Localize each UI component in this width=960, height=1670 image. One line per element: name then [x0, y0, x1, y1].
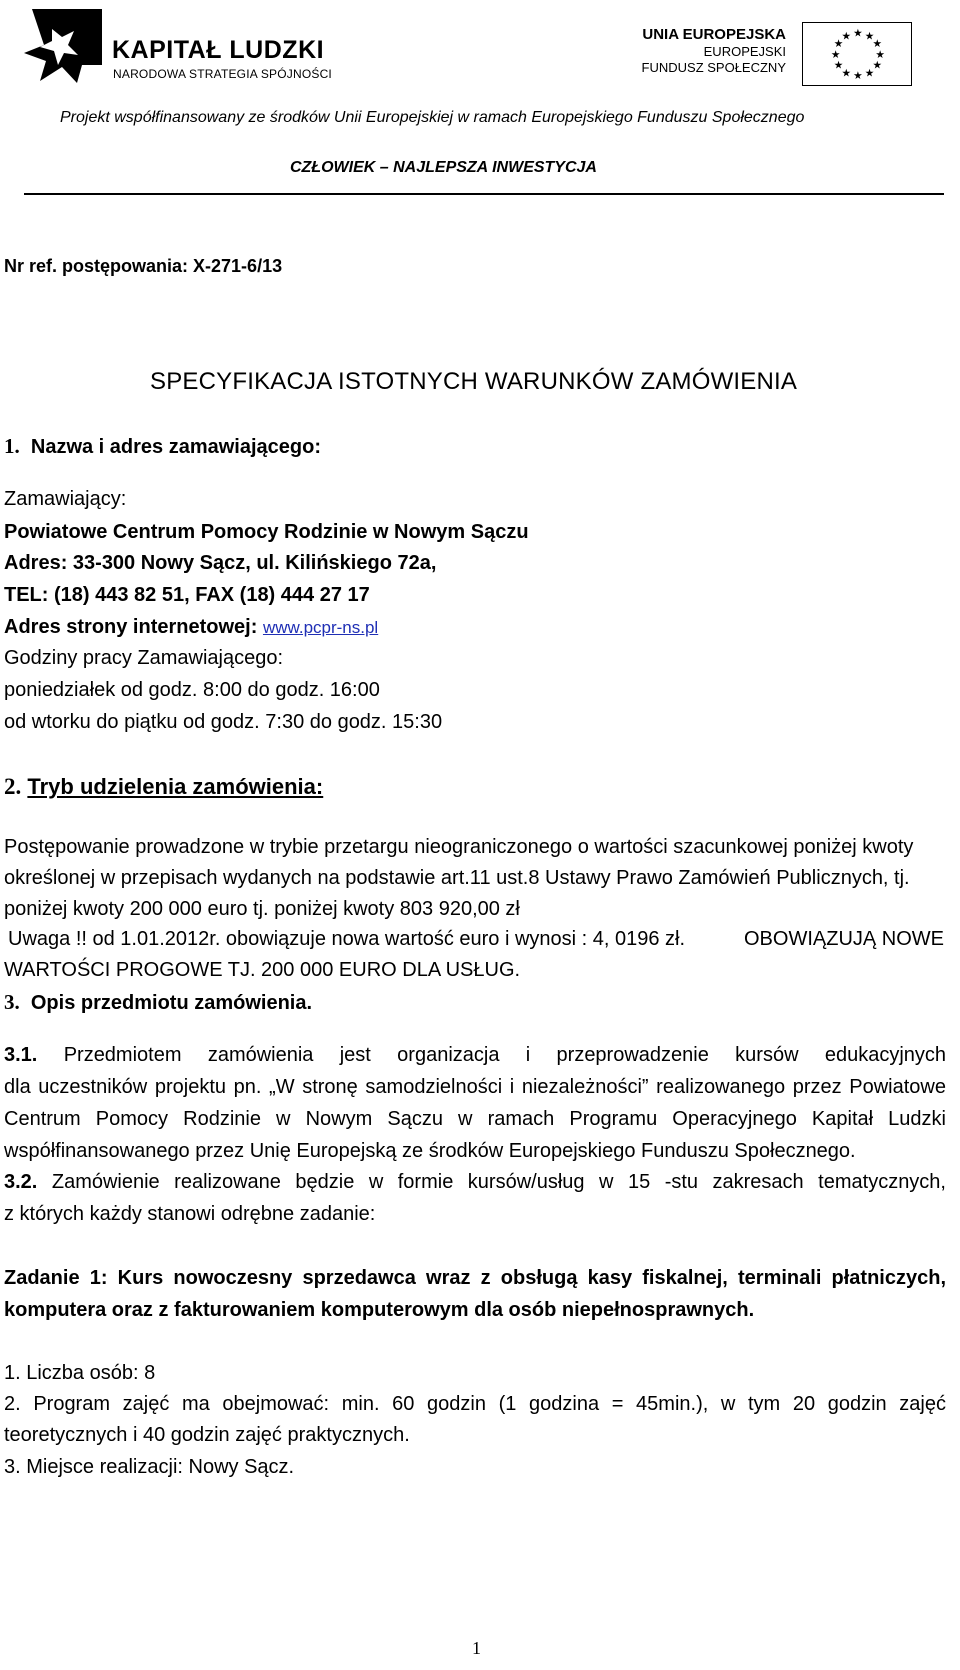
procedure-line-3: poniżej kwoty 200 000 euro tj. poniżej kwoty 803 920,00 zł [4, 898, 520, 920]
section-2-number: 2. [4, 774, 22, 799]
section-1-heading [4, 434, 321, 459]
svg-text:★: ★ [830, 47, 841, 61]
kl-subtitle: NARODOWA STRATEGIA SPÓJNOŚCI [113, 67, 332, 81]
ue-line3: FUNDUSZ SPOŁECZNY [641, 60, 786, 75]
project-cofinancing-line: Projekt współfinansowany ze środków Unii Europejskiej w ramach Europejskiego Funduszu Społecznego [60, 109, 805, 126]
section-3-number: 3. [4, 990, 20, 1014]
svg-text:★: ★ [833, 58, 844, 72]
paragraph-3-1-number: 3.1. [4, 1044, 38, 1066]
paragraph-3-1-line-4: współfinansowanego przez Unię Europejską ze środków Europejskiego Funduszu Społecznego. [4, 1140, 856, 1162]
svg-text:★: ★ [864, 66, 875, 80]
svg-text:★: ★ [841, 66, 852, 80]
task-1-item-2-line-1: 2. Program zajęć ma obejmować: min. 60 godzin (1 godzina = 45min.), w tym 20 godzin zajęć [4, 1393, 946, 1415]
svg-text:★: ★ [833, 37, 844, 51]
paragraph-3-2-line-1 [4, 1170, 946, 1194]
paragraph-3-1-line-2: dla uczestników projektu pn. „W stronę samodzielności i niezależności” realizowanego przez Powiatowe [4, 1076, 946, 1098]
svg-text:★: ★ [853, 69, 863, 83]
section-3-heading [4, 990, 312, 1015]
website-label: Adres strony internetowej: [4, 616, 258, 638]
procedure-line-2: określonej w przepisach wydanych na podstawie art.11 ust.8 Ustawy Prawo Zamówień Publicznych, tj. [4, 867, 910, 889]
ue-text-block [636, 26, 786, 76]
svg-text:★: ★ [875, 47, 885, 61]
paragraph-3-2-line-2: z których każdy stanowi odrębne zadanie: [4, 1203, 376, 1225]
paragraph-3-1-line-1 [4, 1043, 946, 1067]
paragraph-3-2-text-1: Zamówienie realizowane będzie w formie kursów/usług w 15 -stu zakresach tematycznych, [51, 1171, 946, 1193]
website-link[interactable]: www.pcpr-ns.pl [262, 618, 379, 637]
svg-text:★: ★ [841, 29, 852, 43]
client-phone-fax: TEL: (18) 443 82 51, FAX (18) 444 27 17 [4, 584, 370, 606]
section-2-title: Tryb udzielenia zamówienia: [27, 774, 324, 799]
page-number: 1 [472, 1638, 481, 1658]
section-1-number: 1. [4, 434, 20, 458]
motto: CZŁOWIEK – NAJLEPSZA INWESTYCJA [290, 159, 597, 176]
client-website-line [4, 615, 378, 640]
task-1-item-2-line-2: teoretycznych i 40 godzin zajęć praktycznych. [4, 1424, 410, 1446]
notice-thresholds-line: WARTOŚCI PROGOWE TJ. 200 000 EURO DLA USŁUG. [4, 959, 521, 981]
ue-line2: EUROPEJSKI [703, 44, 786, 59]
ue-line1: UNIA EUROPEJSKA [642, 26, 786, 43]
task-1-item-1: 1. Liczba osób: 8 [4, 1362, 156, 1384]
task-1-heading-line-2: komputera oraz z fakturowaniem komputerowym dla osób niepełnosprawnych. [4, 1299, 755, 1321]
eu-flag-logo [802, 22, 912, 86]
svg-text:★: ★ [864, 29, 875, 43]
client-name: Powiatowe Centrum Pomocy Rodzinie w Nowym Sączu [4, 521, 529, 543]
client-label: Zamawiający: [4, 488, 127, 510]
reference-number: Nr ref. postępowania: X-271-6/13 [4, 256, 283, 276]
section-3-title: Opis przedmiotu zamówienia. [30, 992, 313, 1014]
notice-new-thresholds: OBOWIĄZUJĄ NOWE [744, 928, 944, 950]
notice-line: Uwaga !! od 1.01.2012r. obowiązuje nowa wartość euro i wynosi : 4, 0196 zł. [8, 928, 686, 950]
working-hours-label: Godziny pracy Zamawiającego: [4, 647, 284, 669]
working-hours-tue-fri: od wtorku do piątku od godz. 7:30 do godz. 15:30 [4, 711, 443, 733]
svg-text:★: ★ [853, 26, 863, 40]
paragraph-3-1-line-3: Centrum Pomocy Rodzinie w Nowym Sączu w ramach Programu Operacyjnego Kapitał Ludzki [4, 1108, 946, 1130]
task-1-item-3: 3. Miejsce realizacji: Nowy Sącz. [4, 1456, 295, 1478]
header-divider [24, 193, 944, 195]
svg-text:★: ★ [872, 37, 883, 51]
paragraph-3-2-number: 3.2. [4, 1171, 38, 1193]
kl-title: KAPITAŁ LUDZKI [112, 36, 325, 64]
section-2-heading [4, 774, 323, 800]
svg-text:★: ★ [872, 58, 883, 72]
section-1-title: Nazwa i adres zamawiającego: [30, 436, 322, 458]
document-title: SPECYFIKACJA ISTOTNYCH WARUNKÓW ZAMÓWIENIA [150, 368, 798, 395]
client-address: Adres: 33-300 Nowy Sącz, ul. Kilińskiego 72a, [4, 552, 437, 574]
working-hours-monday: poniedziałek od godz. 8:00 do godz. 16:00 [4, 679, 380, 701]
paragraph-3-1-text-1: Przedmiotem zamówienia jest organizacja i przeprowadzenie kursów edukacyjnych [63, 1044, 947, 1066]
task-1-heading-line-1: Zadanie 1: Kurs nowoczesny sprzedawca wraz z obsługą kasy fiskalnej, terminali płatniczych, [4, 1267, 946, 1289]
procedure-line-1: Postępowanie prowadzone w trybie przetargu nieograniczonego o wartości szacunkowej poniżej kwoty [4, 836, 914, 858]
